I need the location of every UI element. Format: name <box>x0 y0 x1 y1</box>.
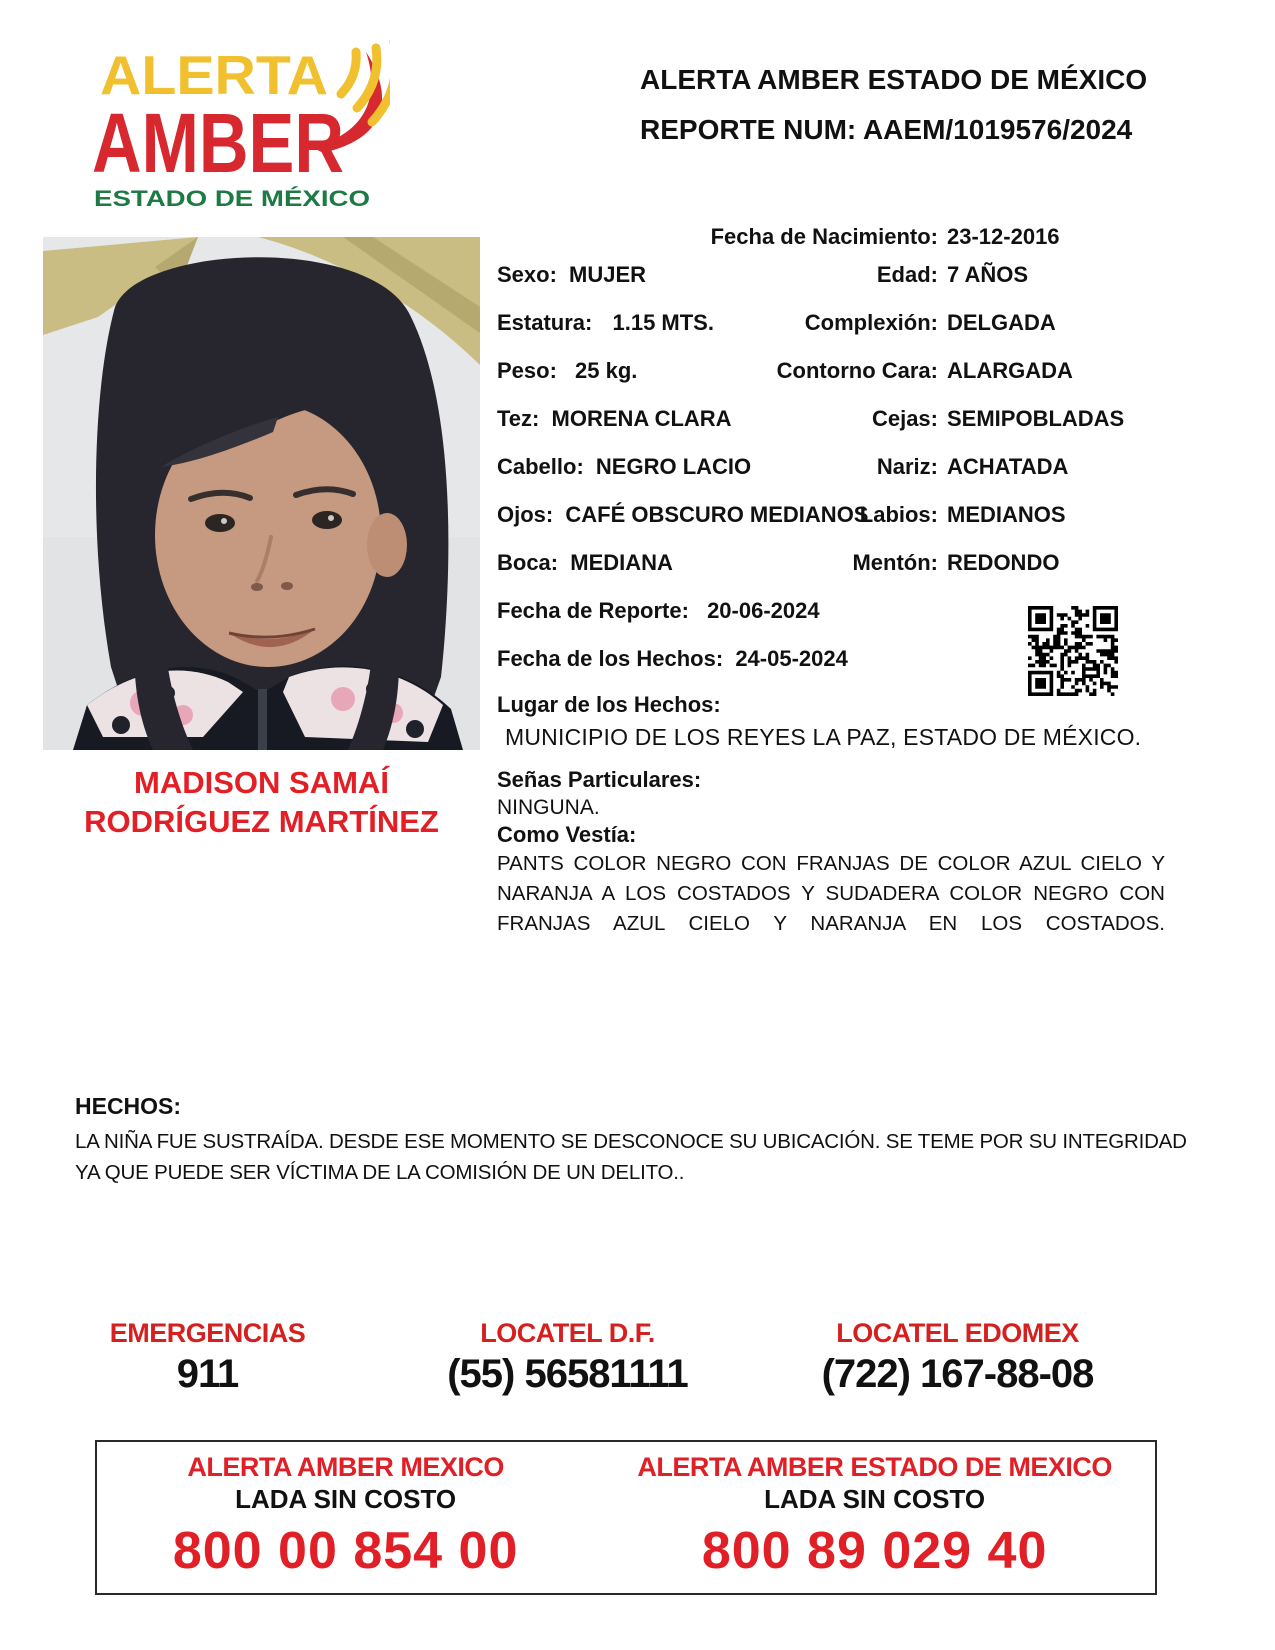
field-cejas-label: Cejas: <box>871 406 938 431</box>
field-sexo-value: MUJER <box>569 262 647 287</box>
child-name <box>43 763 480 841</box>
footer-amber-edomex-title: ALERTA AMBER ESTADO DE MEXICO <box>637 1452 1112 1482</box>
senas-label: Señas Particulares: <box>497 767 702 792</box>
footer-amber-mexico-subtitle: LADA SIN COSTO <box>235 1484 457 1514</box>
field-cejas-value: SEMIPOBLADAS <box>947 406 1125 431</box>
field-labios <box>695 500 1165 530</box>
child-photo-graphic <box>43 237 480 750</box>
page-title: ALERTA AMBER ESTADO DE MÉXICO <box>640 64 1148 95</box>
field-menton-label: Mentón: <box>852 550 938 575</box>
field-edad <box>695 260 1165 290</box>
lada-sin-costo-box <box>95 1440 1157 1595</box>
hechos-value: LA NIÑA FUE SUSTRAÍDA. DESDE ESE MOMENTO SE DESCONOCE SU UBICACIÓN. SE TEME POR SU INTEGRIDAD YA QUE PUEDE SER VÍCTIMA DE LA COMISIÓN DE UN DELITO.. <box>75 1130 1187 1184</box>
logo-line2: AMBER <box>92 96 344 190</box>
lugar-value: MUNICIPIO DE LOS REYES LA PAZ, ESTADO DE MÉXICO. <box>505 724 1142 750</box>
field-estatura-label: Estatura: <box>497 310 593 335</box>
field-labios-label: Labios: <box>859 502 938 527</box>
lugar-label: Lugar de los Hechos: <box>497 692 721 717</box>
field-menton-value: REDONDO <box>947 550 1060 575</box>
field-peso <box>497 356 637 386</box>
field-birth-label: Fecha de Nacimiento: <box>710 224 938 249</box>
hechos-label: HECHOS: <box>75 1093 182 1119</box>
contact-emergencias <box>80 1318 335 1397</box>
senas-value: NINGUNA. <box>497 796 600 819</box>
field-boca-label: Boca: <box>497 550 559 575</box>
footer-amber-edomex <box>594 1442 1155 1593</box>
contact-locatel-edomex-label: LOCATEL EDOMEX <box>836 1318 1079 1348</box>
field-estatura <box>497 308 714 338</box>
field-boca-value: MEDIANA <box>570 550 673 575</box>
child-name-line1: MADISON SAMAÍ <box>134 765 389 800</box>
field-edad-value: 7 AÑOS <box>947 262 1029 287</box>
child-name-line2: RODRÍGUEZ MARTÍNEZ <box>84 804 439 839</box>
contact-locatel-edomex-number: (722) 167-88-08 <box>821 1352 1094 1396</box>
field-birth <box>695 222 1165 252</box>
contact-locatel-edomex <box>775 1318 1140 1397</box>
contact-emergencias-number: 911 <box>176 1352 239 1396</box>
ear <box>367 513 407 577</box>
field-contorno <box>695 356 1165 386</box>
eye-right <box>312 511 342 529</box>
eye-left <box>205 514 235 532</box>
field-complexion-label: Complexión: <box>804 310 938 335</box>
field-contorno-value: ALARGADA <box>947 358 1073 383</box>
alerta-amber-logo-graphic <box>90 38 390 216</box>
footer-amber-mexico-title: ALERTA AMBER MEXICO <box>187 1452 504 1482</box>
field-ojos-value: CAFÉ OBSCURO MEDIANOS <box>565 502 869 527</box>
vestia-label: Como Vestía: <box>497 822 637 847</box>
qr-code-icon <box>1028 606 1118 696</box>
field-birth-value: 23-12-2016 <box>947 224 1060 249</box>
field-fecha-reporte-value: 20-06-2024 <box>707 598 820 623</box>
vestia-value: PANTS COLOR NEGRO CON FRANJAS DE COLOR AZUL CIELO Y NARANJA A LOS COSTADOS Y SUDADERA COLOR NEGRO CON FRANJAS AZUL CIELO Y NARANJA EN LOS COSTADOS. <box>497 852 1165 935</box>
field-tez-label: Tez: <box>497 406 540 431</box>
field-fecha-reporte-label: Fecha de Reporte: <box>497 598 689 623</box>
field-estatura-value: 1.15 MTS. <box>612 310 714 335</box>
logo-line1: ALERTA <box>100 44 328 106</box>
field-cabello-label: Cabello: <box>497 454 584 479</box>
field-fecha-hechos-value: 24-05-2024 <box>735 646 848 671</box>
field-nariz-value: ACHATADA <box>947 454 1069 479</box>
contact-locatel-df <box>400 1318 735 1397</box>
field-cabello-value: NEGRO LACIO <box>595 454 752 479</box>
field-fecha-reporte <box>497 596 820 626</box>
logo-line3: ESTADO DE MÉXICO <box>94 186 370 211</box>
field-peso-value: 25 kg. <box>575 358 638 383</box>
field-boca <box>497 548 673 578</box>
field-sexo <box>497 260 646 290</box>
contact-emergencias-label: EMERGENCIAS <box>109 1318 306 1348</box>
field-fecha-hechos <box>497 644 848 674</box>
qr-code <box>1028 606 1118 696</box>
field-menton <box>695 548 1165 578</box>
contact-locatel-df-label: LOCATEL D.F. <box>480 1318 655 1348</box>
field-contorno-label: Contorno Cara: <box>776 358 938 383</box>
field-ojos-label: Ojos: <box>497 502 554 527</box>
field-tez-value: MORENA CLARA <box>551 406 732 431</box>
field-sexo-label: Sexo: <box>497 262 557 287</box>
field-labios-value: MEDIANOS <box>947 502 1066 527</box>
alerta-amber-logo <box>90 38 390 216</box>
footer-amber-edomex-number: 800 89 029 40 <box>701 1522 1048 1580</box>
field-complexion <box>695 308 1165 338</box>
footer-amber-mexico <box>97 1442 594 1593</box>
footer-amber-edomex-subtitle: LADA SIN COSTO <box>764 1484 986 1514</box>
footer-amber-mexico-number: 800 00 854 00 <box>172 1522 519 1580</box>
field-peso-label: Peso: <box>497 358 557 383</box>
report-number: REPORTE NUM: AAEM/1019576/2024 <box>640 114 1133 145</box>
field-cejas <box>695 404 1165 434</box>
zipper <box>258 689 267 750</box>
nose <box>251 583 263 591</box>
field-complexion-value: DELGADA <box>947 310 1056 335</box>
field-nariz-label: Nariz: <box>876 454 938 479</box>
child-photo <box>43 237 480 750</box>
field-nariz <box>695 452 1165 482</box>
field-fecha-hechos-label: Fecha de los Hechos: <box>497 646 724 671</box>
field-edad-label: Edad: <box>876 262 938 287</box>
contact-locatel-df-number: (55) 56581111 <box>447 1352 688 1396</box>
